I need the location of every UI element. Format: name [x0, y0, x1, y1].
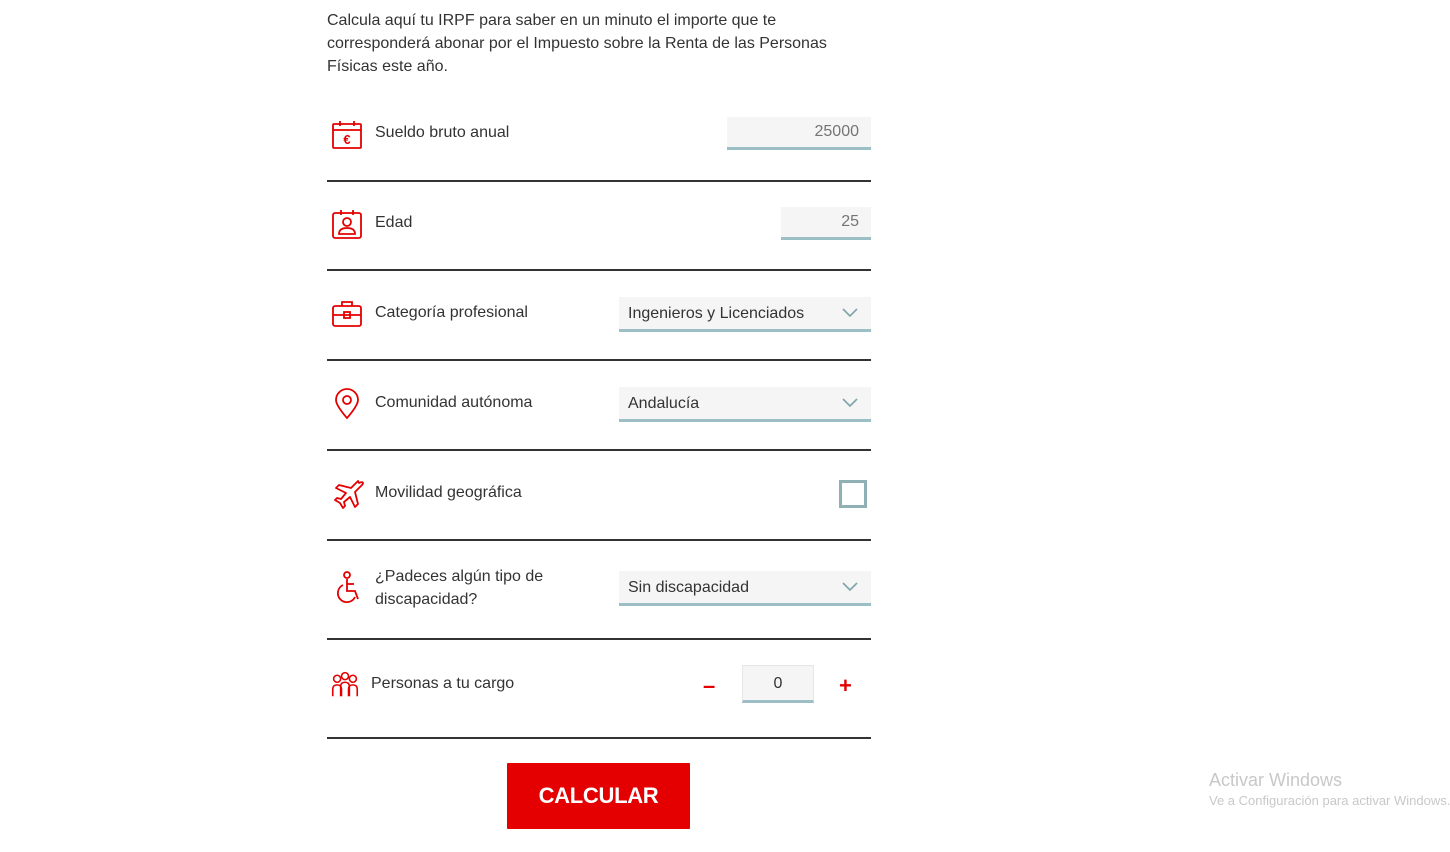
windows-activation-watermark: [1209, 770, 1450, 808]
id-badge-icon: [331, 208, 363, 240]
chevron-down-icon: [842, 308, 858, 318]
calendar-euro-icon: [331, 119, 363, 151]
dependents-row: [327, 640, 871, 739]
intro-text: Calcula aquí tu IRPF para saber en un minuto el importe que te corresponderá abonar por el Impuesto sobre la Renta de las Personas Físicas este año.: [327, 12, 827, 75]
mobility-checkbox[interactable]: [839, 480, 867, 508]
people-icon: [331, 670, 359, 698]
salary-input[interactable]: [727, 117, 871, 150]
salary-row: [327, 105, 871, 182]
mobility-row: [327, 451, 871, 541]
dependents-value: 0: [773, 675, 783, 692]
age-input[interactable]: [781, 207, 871, 240]
wheelchair-icon: [331, 571, 363, 603]
category-select[interactable]: [619, 297, 871, 332]
map-pin-icon: [331, 388, 363, 420]
region-row: [327, 361, 871, 451]
region-select-value: Andalucía: [628, 395, 700, 412]
disability-label: ¿Padeces algún tipo de discapacidad?: [375, 568, 544, 608]
salary-label: Sueldo bruto anual: [375, 124, 510, 141]
disability-row: [327, 541, 871, 640]
age-row: [327, 180, 871, 271]
region-label: Comunidad autónoma: [375, 394, 533, 411]
svg-text:€: €: [343, 132, 351, 147]
age-label: Edad: [375, 214, 413, 231]
watermark-subtitle: Ve a Configuración para activar Windows.: [1209, 793, 1450, 808]
chevron-down-icon: [842, 582, 858, 592]
category-label: Categoría profesional: [375, 304, 528, 321]
airplane-icon: [331, 478, 363, 510]
disability-select-value: Sin discapacidad: [628, 579, 749, 596]
briefcase-icon: [331, 298, 363, 330]
category-select-value: Ingenieros y Licenciados: [628, 305, 805, 322]
dependents-label: Personas a tu cargo: [371, 675, 515, 692]
mobility-label: Movilidad geográfica: [375, 484, 522, 501]
dependents-stepper[interactable]: [742, 665, 814, 703]
disability-select[interactable]: [619, 571, 871, 606]
category-row: [327, 271, 871, 361]
calculate-button[interactable]: CALCULAR: [507, 763, 690, 829]
increment-button[interactable]: +: [839, 673, 852, 698]
watermark-title: Activar Windows: [1209, 770, 1343, 790]
decrement-button[interactable]: –: [703, 673, 716, 698]
region-select[interactable]: [619, 387, 871, 422]
chevron-down-icon: [842, 398, 858, 408]
